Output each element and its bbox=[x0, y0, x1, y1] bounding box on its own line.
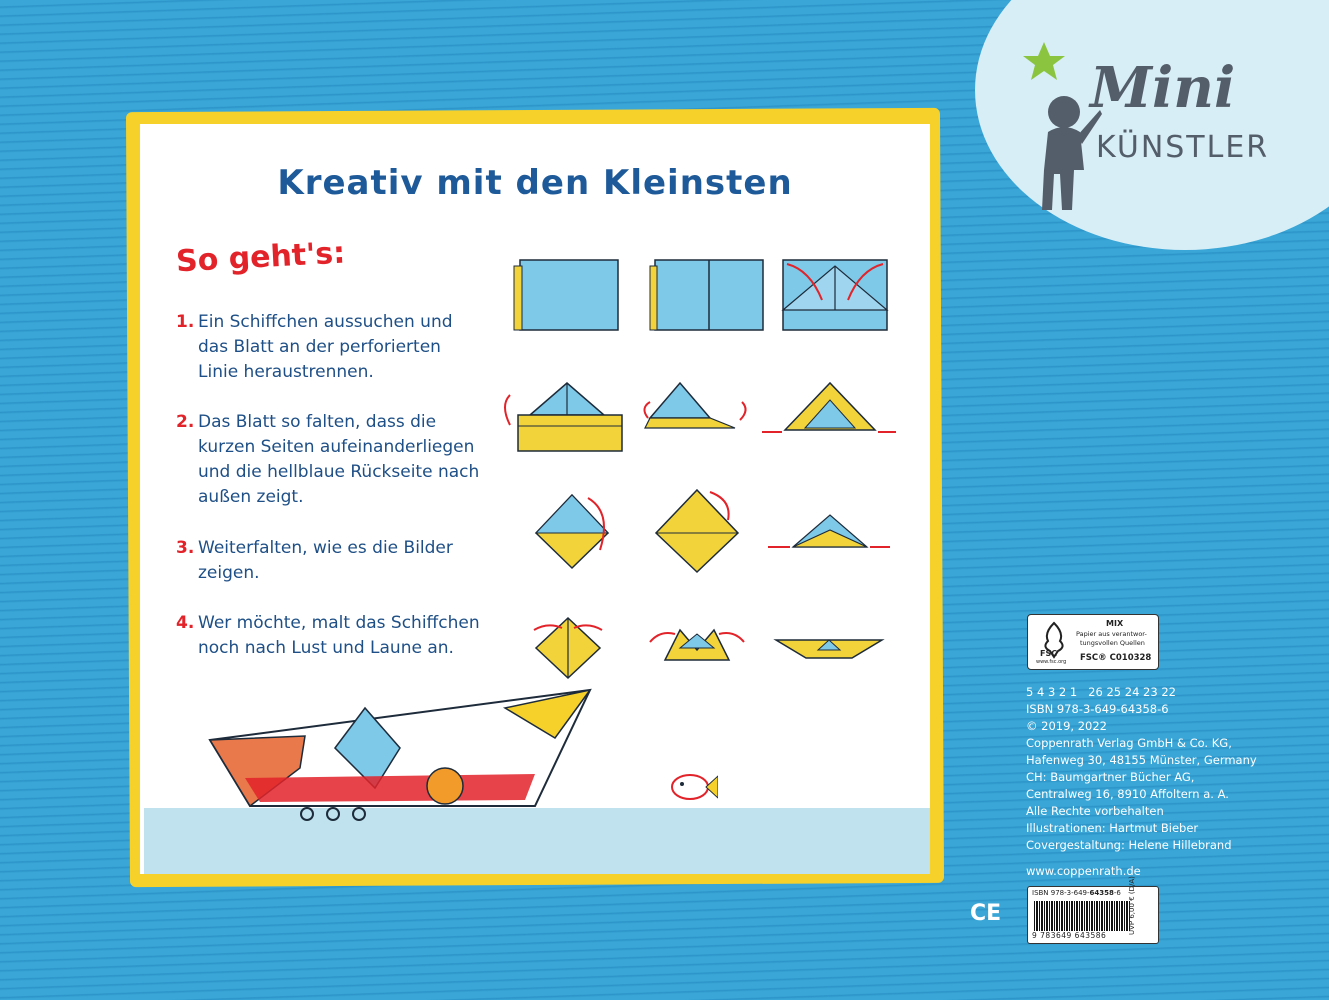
step-2 bbox=[176, 410, 498, 510]
imprint bbox=[1026, 684, 1257, 854]
fold-step-9-illustration bbox=[768, 515, 890, 547]
fold-step-7-illustration bbox=[536, 495, 608, 568]
fold-step-3-illustration bbox=[783, 260, 887, 330]
step-text: Das Blatt so falten, dass die kurzen Seiten aufeinanderliegen und die hellblaue Rückseite nach außen zeigt. bbox=[198, 412, 480, 507]
step-number: 4. bbox=[176, 613, 195, 633]
fold-step-5-illustration bbox=[644, 383, 745, 428]
fold-step-6-illustration bbox=[762, 383, 896, 432]
fold-step-11-illustration bbox=[650, 630, 744, 660]
publisher-line-1: Coppenrath Verlag GmbH & Co. KG, bbox=[1026, 736, 1232, 750]
ch-line-1: CH: Baumgartner Bücher AG, bbox=[1026, 770, 1195, 784]
step-4 bbox=[176, 611, 508, 661]
fsc-label bbox=[1027, 614, 1159, 670]
fsc-mix: MIX bbox=[1106, 619, 1124, 628]
cover-line: Covergestaltung: Helene Hillebrand bbox=[1026, 838, 1232, 852]
panel-title: Kreativ mit den Kleinsten bbox=[277, 163, 793, 203]
step-number: 2. bbox=[176, 412, 195, 432]
publisher-website[interactable]: www.coppenrath.de bbox=[1026, 864, 1141, 878]
barcode-bars bbox=[1034, 901, 1130, 931]
fold-step-10-illustration bbox=[534, 618, 602, 678]
printing-line: 5 4 3 2 1 26 25 24 23 22 bbox=[1026, 685, 1176, 699]
fold-step-1-illustration bbox=[514, 260, 618, 330]
ce-mark: CE bbox=[970, 901, 1002, 926]
brand-mini: Mini bbox=[1090, 55, 1236, 121]
fish-illustration bbox=[668, 770, 718, 804]
ch-line-2: Centralweg 16, 8910 Affoltern a. A. bbox=[1026, 787, 1229, 801]
fsc-site: www.fsc.org bbox=[1036, 659, 1067, 665]
howto-heading: So geht's: bbox=[175, 235, 347, 280]
fold-step-4-illustration bbox=[505, 383, 622, 451]
step-text: Ein Schiffchen aussuchen und das Blatt an der perforierten Linie heraustrennen. bbox=[198, 312, 453, 382]
step-number: 3. bbox=[176, 538, 195, 558]
step-number: 1. bbox=[176, 312, 195, 332]
publisher-line-2: Hafenweg 30, 48155 Münster, Germany bbox=[1026, 753, 1257, 767]
fsc-logo-text: FSC bbox=[1040, 649, 1058, 658]
barcode-ean: 9 783649 643586 bbox=[1032, 931, 1107, 940]
step-3 bbox=[176, 536, 478, 586]
brand-kuenstler: KÜNSTLER bbox=[1096, 130, 1270, 165]
fsc-code: FSC® C010328 bbox=[1080, 653, 1152, 663]
barcode-isbn-suffix: -6 bbox=[1113, 889, 1121, 897]
barcode-isbn-bold: 64358 bbox=[1089, 889, 1114, 897]
step-text: Weiterfalten, wie es die Bilder zeigen. bbox=[198, 538, 453, 583]
copyright-line: © 2019, 2022 bbox=[1026, 719, 1107, 733]
barcode-price: UVP 6,00 € (D/A) bbox=[1128, 876, 1136, 935]
step-1 bbox=[176, 310, 478, 385]
rights-line: Alle Rechte vorbehalten bbox=[1026, 804, 1164, 818]
fsc-desc-line2: tungsvollen Quellen bbox=[1080, 639, 1145, 647]
fold-step-2-illustration bbox=[650, 260, 763, 330]
step-text: Wer möchte, malt das Schiffchen noch nach Lust und Laune an. bbox=[198, 613, 480, 658]
boat-illustration bbox=[205, 688, 605, 848]
fold-step-8-illustration bbox=[656, 490, 738, 572]
illustrations-line: Illustrationen: Hartmut Bieber bbox=[1026, 821, 1199, 835]
barcode-isbn bbox=[1032, 889, 1121, 897]
isbn-line: ISBN 978-3-649-64358-6 bbox=[1026, 702, 1169, 716]
barcode-isbn-prefix: ISBN 978-3-649- bbox=[1032, 889, 1090, 897]
fsc-desc-line1: Papier aus verantwor- bbox=[1076, 630, 1147, 638]
folding-diagrams bbox=[500, 250, 900, 690]
fold-step-12-illustration bbox=[776, 640, 882, 658]
barcode-label bbox=[1027, 876, 1159, 944]
